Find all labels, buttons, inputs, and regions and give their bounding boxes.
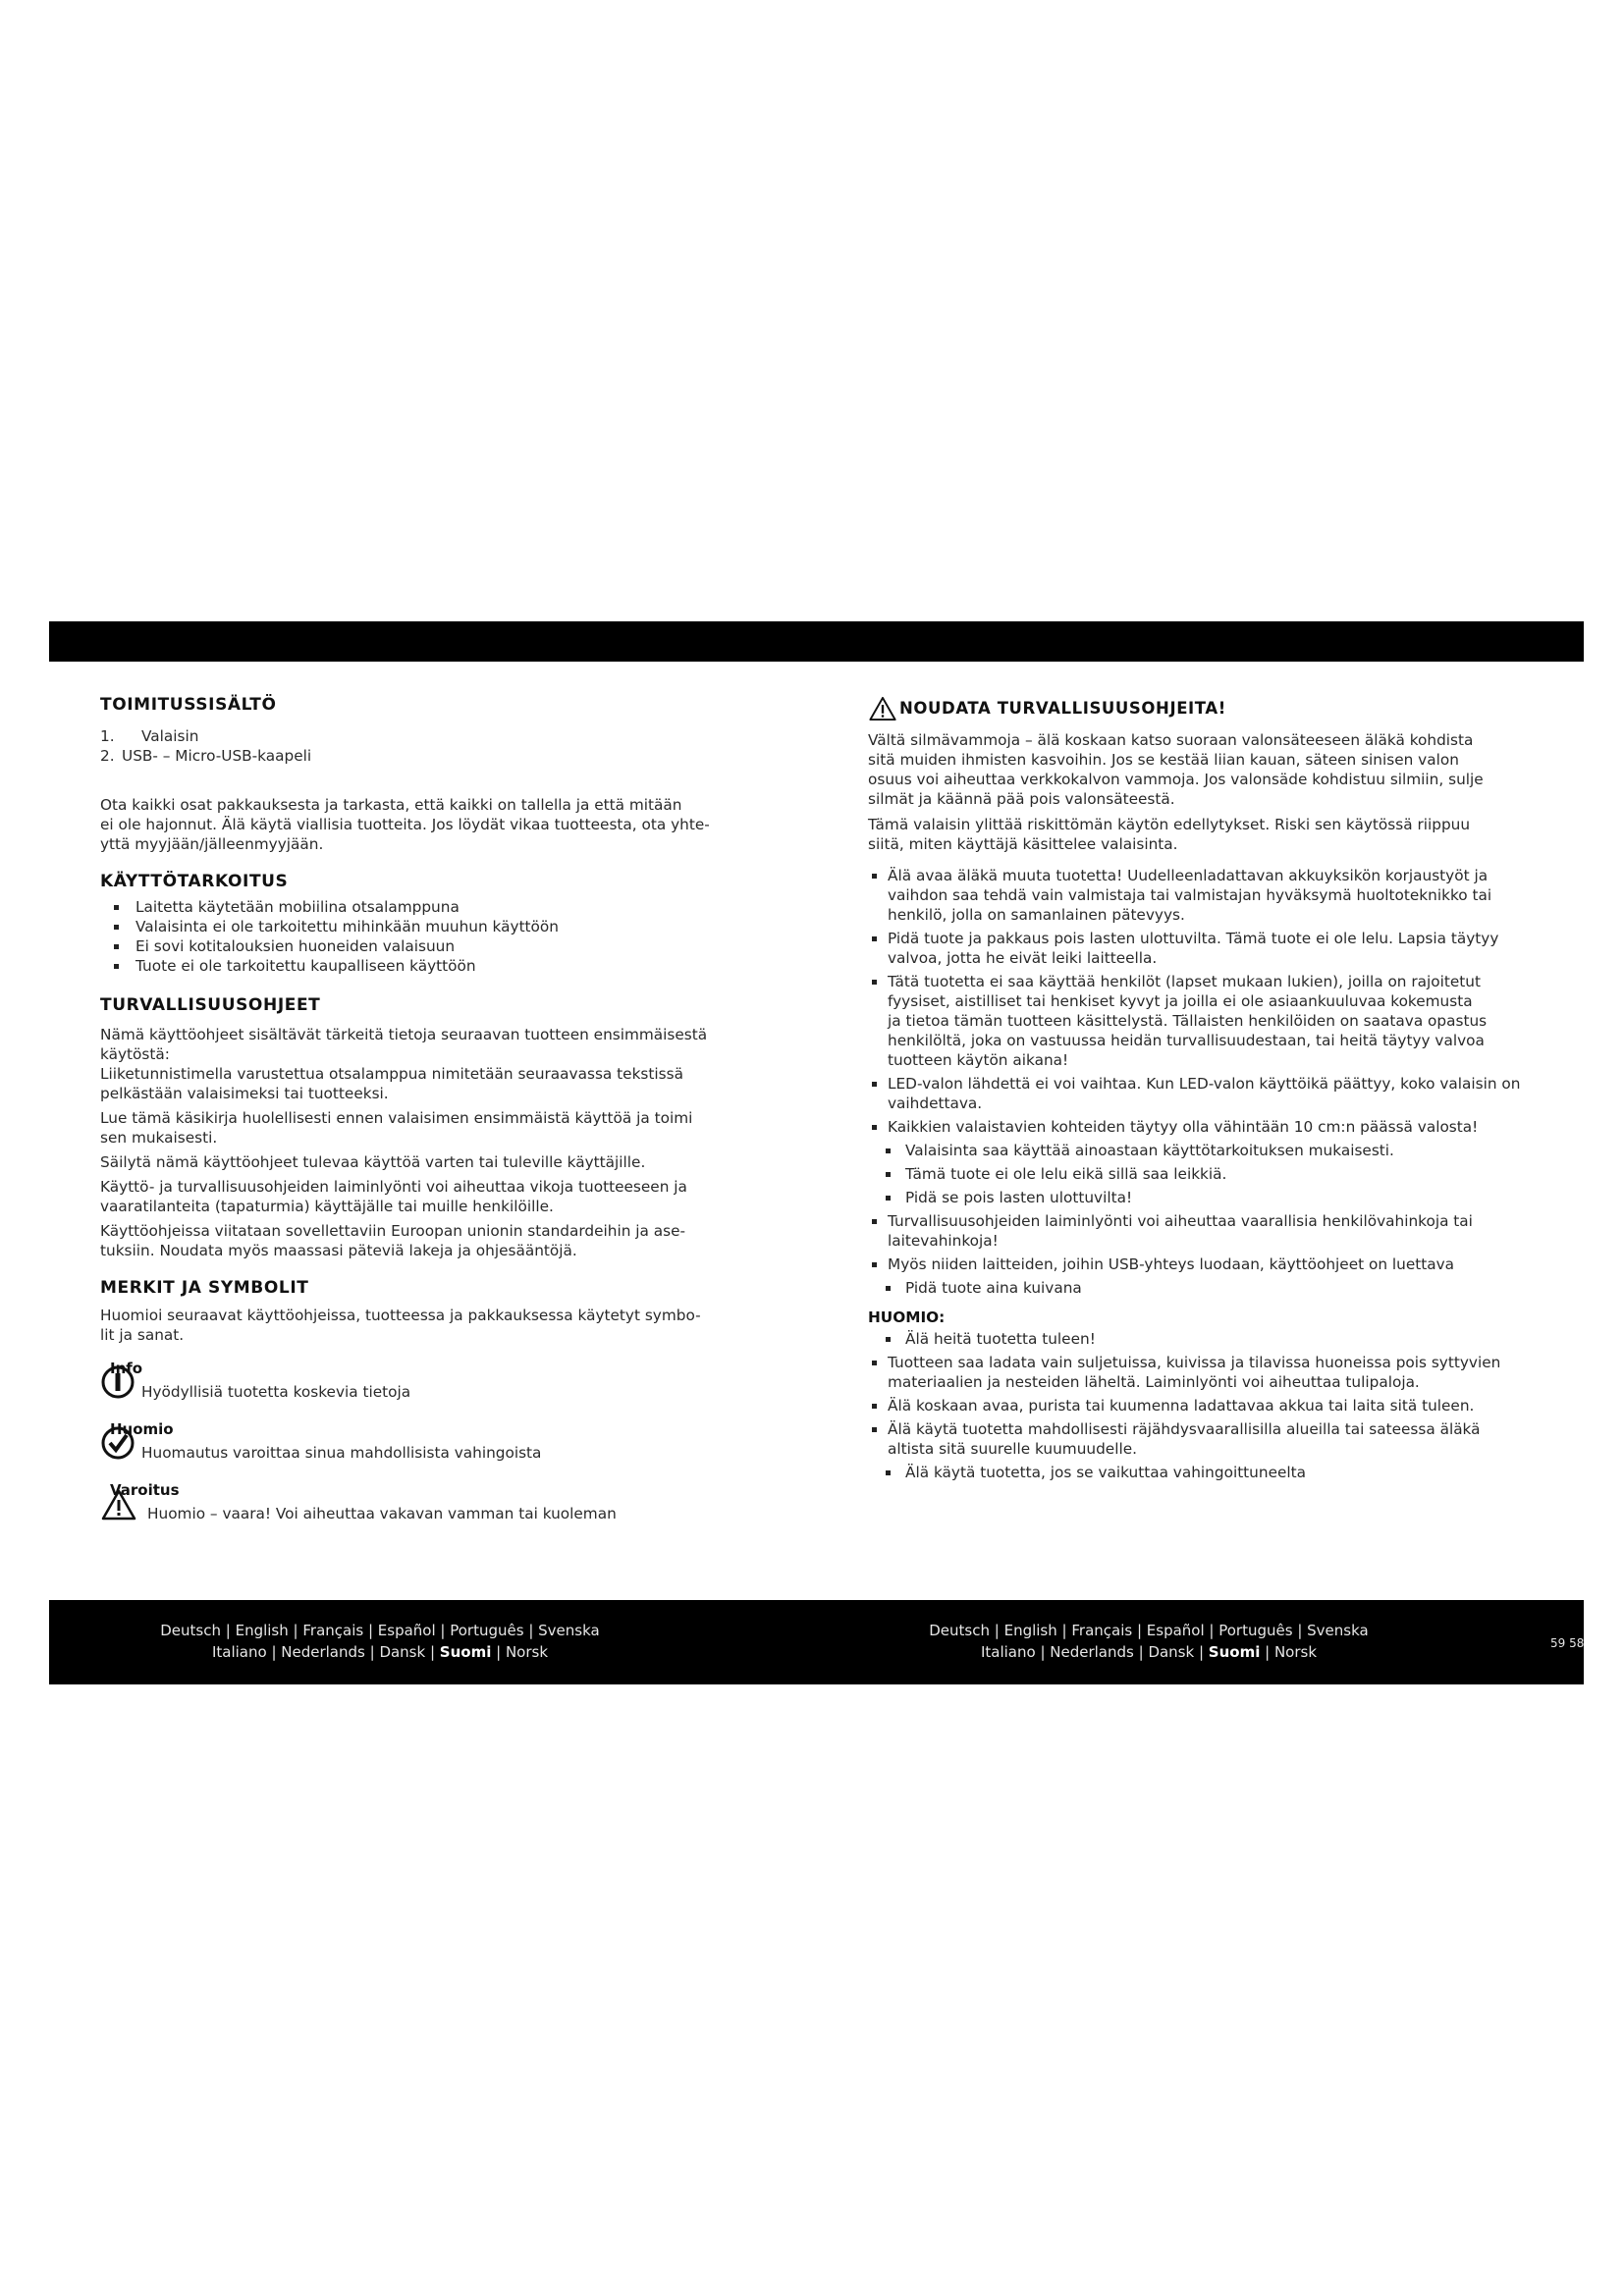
page-numbers: 59 58 bbox=[1550, 1636, 1585, 1650]
left-column bbox=[100, 695, 778, 1535]
text-line: henkilö, jolla on samanlainen pätevyys. bbox=[888, 906, 1185, 924]
bullet-item bbox=[868, 929, 1545, 968]
risk-paragraph bbox=[868, 815, 1545, 854]
language-nav-left: Deutsch | English | Français | Español | Português | Svenska Italiano | Nederlands | Dansk | Suomi | Norsk bbox=[160, 1622, 600, 1661]
purpose-list bbox=[100, 897, 778, 976]
text-line: vaihdon saa tehdä vain valmistaja tai valmistajan hyväksymä huoltoteknikko tai bbox=[888, 886, 1492, 904]
safety-paragraph bbox=[100, 1025, 778, 1103]
contents-heading: TOIMITUSSISÄLTÖ bbox=[100, 695, 277, 715]
bullet-item bbox=[868, 1255, 1545, 1274]
symbol-info bbox=[100, 1359, 778, 1414]
language-link[interactable]: Svenska bbox=[538, 1622, 600, 1639]
bullet-item bbox=[868, 1396, 1545, 1415]
text-line: ei ole hajonnut. Älä käytä viallisia tuotteita. Jos löydät vikaa tuotteesta, ota yhte- bbox=[100, 816, 710, 833]
bullet-item bbox=[868, 1141, 1545, 1160]
text-line: pelkästään valaisimeksi tai tuotteeksi. bbox=[100, 1085, 389, 1102]
right-column bbox=[868, 695, 1545, 1482]
bullet-item bbox=[868, 1329, 1545, 1349]
text-line: Huomioi seuraavat käyttöohjeissa, tuotteessa ja pakkauksessa käytetyt symbo- bbox=[100, 1307, 701, 1324]
text-line: valvoa, jotta he eivät leiki laitteella. bbox=[888, 949, 1158, 967]
language-link[interactable]: Suomi bbox=[439, 1643, 492, 1661]
text-line: silmät ja käännä pää pois valonsäteestä. bbox=[868, 790, 1175, 808]
contents-paragraph bbox=[100, 795, 778, 854]
safety-paragraph bbox=[100, 1221, 778, 1260]
symbol-note-label: Huomio bbox=[110, 1420, 174, 1438]
language-link[interactable]: Dansk bbox=[379, 1643, 426, 1661]
text-line: fyysiset, aistilliset tai henkiset kyvyt ja joilla ei ole asiaankuuluvaa kokemusta bbox=[888, 992, 1473, 1010]
text-line: materiaalien ja nesteiden läheltä. Laiminlyönti voi aiheuttaa tulipaloja. bbox=[888, 1373, 1420, 1391]
symbol-info-label: Info bbox=[110, 1360, 143, 1377]
text-line: sen mukaisesti. bbox=[100, 1129, 218, 1147]
contents-list bbox=[100, 726, 778, 766]
bullet-item bbox=[868, 1211, 1545, 1251]
text-line: yttä myyjään/jälleenmyyjään. bbox=[100, 835, 324, 853]
text-line: vaihdettava. bbox=[888, 1095, 983, 1112]
language-link[interactable]: Português bbox=[450, 1622, 524, 1639]
language-link[interactable]: Norsk bbox=[1273, 1643, 1318, 1661]
text-line: Pidä tuote aina kuivana bbox=[905, 1279, 1082, 1297]
text-line: Älä käytä tuotetta mahdollisesti räjähdysvaarallisilla alueilla tai sateessa äläkä bbox=[888, 1420, 1481, 1438]
text-line: siitä, miten käyttäjä käsittelee valaisinta. bbox=[868, 835, 1178, 853]
text-line: Tätä tuotetta ei saa käyttää henkilöt (lapset mukaan lukien), joilla on rajoitetut bbox=[888, 973, 1481, 990]
contents-item-number: 1. bbox=[100, 727, 115, 745]
language-link[interactable]: English bbox=[1003, 1622, 1057, 1639]
text-line: henkilöltä, joka on vastuussa heidän turvallisuudestaan, tai heitä täytyy valvoa bbox=[888, 1032, 1485, 1049]
bullet-item bbox=[868, 1353, 1545, 1392]
language-link[interactable]: Norsk bbox=[505, 1643, 549, 1661]
safety-paragraph bbox=[100, 1152, 778, 1172]
text-line: Ota kaikki osat pakkauksesta ja tarkasta, että kaikki on tallella ja että mitään bbox=[100, 796, 682, 814]
list-item: Tuote ei ole tarkoitettu kaupalliseen käyttöön bbox=[100, 956, 778, 976]
text-line: Älä käytä tuotetta, jos se vaikuttaa vahingoittuneelta bbox=[905, 1464, 1307, 1481]
safety-warning-heading: NOUDATA TURVALLISUUSOHJEITA! bbox=[899, 699, 1226, 718]
symbols-intro bbox=[100, 1306, 778, 1345]
text-line: LED-valon lähdettä ei voi vaihtaa. Kun LED-valon käyttöikä päättyy, koko valaisin on bbox=[888, 1075, 1521, 1093]
text-line: sitä muiden ihmisten kasvoihin. Jos se kestää liian kauan, säteen sinisen valon bbox=[868, 751, 1459, 769]
text-line: Nämä käyttöohjeet sisältävät tärkeitä tietoja seuraavan tuotteen ensimmäisestä käytöstä: bbox=[100, 1026, 708, 1063]
contents-item bbox=[100, 726, 778, 746]
bullet-item bbox=[868, 1117, 1545, 1137]
symbol-warning bbox=[100, 1480, 778, 1535]
text-line: laitevahinkoja! bbox=[888, 1232, 999, 1250]
bullet-item bbox=[868, 1419, 1545, 1459]
language-link[interactable]: English bbox=[235, 1622, 289, 1639]
list-item: Valaisinta ei ole tarkoitettu mihinkään muuhun käyttöön bbox=[100, 917, 778, 936]
language-link[interactable]: Italiano bbox=[980, 1643, 1036, 1661]
text-line: lit ja sanat. bbox=[100, 1326, 185, 1344]
bullet-item bbox=[868, 972, 1545, 1070]
language-link[interactable]: Español bbox=[377, 1622, 436, 1639]
symbols-heading: MERKIT JA SYMBOLIT bbox=[100, 1278, 309, 1298]
bullet-item bbox=[868, 866, 1545, 925]
safety-bullets bbox=[868, 866, 1545, 1298]
text-line: Valaisinta saa käyttää ainoastaan käyttötarkoituksen mukaisesti. bbox=[905, 1142, 1394, 1159]
warning-triangle-icon bbox=[868, 695, 897, 722]
language-link[interactable]: Suomi bbox=[1208, 1643, 1261, 1661]
language-link[interactable]: Dansk bbox=[1148, 1643, 1195, 1661]
language-link[interactable]: Deutsch bbox=[929, 1622, 990, 1639]
text-line: Älä avaa äläkä muuta tuotetta! Uudelleenladattavan akkuyksikön korjaustyöt ja bbox=[888, 867, 1489, 884]
bullet-item bbox=[868, 1463, 1545, 1482]
language-link[interactable]: Español bbox=[1146, 1622, 1205, 1639]
purpose-heading: KÄYTTÖTARKOITUS bbox=[100, 872, 289, 891]
contents-item-text: USB- – Micro-USB-kaapeli bbox=[122, 747, 312, 765]
list-item: Laitetta käytetään mobiilina otsalamppuna bbox=[100, 897, 778, 917]
safety-warning-header bbox=[868, 695, 1545, 722]
text-line: tuksiin. Noudata myös maassasi päteviä lakeja ja ohjesääntöjä. bbox=[100, 1242, 577, 1259]
text-line: Säilytä nämä käyttöohjeet tulevaa käyttöä varten tai tuleville käyttäjille. bbox=[100, 1153, 646, 1171]
text-line: Turvallisuusohjeiden laiminlyönti voi aiheuttaa vaarallisia henkilövahinkoja tai bbox=[888, 1212, 1473, 1230]
text-line: Pidä se pois lasten ulottuvilta! bbox=[905, 1189, 1133, 1206]
list-item: Ei sovi kotitalouksien huoneiden valaisuun bbox=[100, 936, 778, 956]
bullet-item bbox=[868, 1188, 1545, 1207]
text-line: Käyttöohjeissa viitataan sovellettaviin Euroopan unionin standardeihin ja ase- bbox=[100, 1222, 686, 1240]
text-line: Liiketunnistimella varustettua otsalamppua nimitetään seuraavassa tekstissä bbox=[100, 1065, 683, 1083]
language-link[interactable]: Svenska bbox=[1307, 1622, 1369, 1639]
text-line: ja tietoa tämän tuotteen käsittelystä. Tällaisten henkilöiden on saatava opastus bbox=[888, 1012, 1488, 1030]
text-line: Tämä valaisin ylittää riskittömän käytön edellytykset. Riski sen käytössä riippuu bbox=[868, 816, 1471, 833]
symbol-note bbox=[100, 1419, 778, 1474]
symbol-warning-label: Varoitus bbox=[110, 1481, 180, 1499]
language-link[interactable]: Deutsch bbox=[160, 1622, 221, 1639]
text-line: Käyttö- ja turvallisuusohjeiden laiminlyönti voi aiheuttaa vikoja tuotteeseen ja bbox=[100, 1178, 687, 1196]
bullet-item bbox=[868, 1278, 1545, 1298]
note-bullets bbox=[868, 1329, 1545, 1482]
symbol-warning-text: Huomio – vaara! Voi aiheuttaa vakavan vamman tai kuoleman bbox=[147, 1505, 617, 1522]
text-line: Älä heitä tuotetta tuleen! bbox=[905, 1330, 1096, 1348]
text-line: osuus voi aiheuttaa verkkokalvon vammoja. Jos valonsäde kohdistuu silmiin, sulje bbox=[868, 771, 1484, 788]
text-line: Kaikkien valaistavien kohteiden täytyy olla vähintään 10 cm:n päässä valosta! bbox=[888, 1118, 1479, 1136]
bullet-item bbox=[868, 1074, 1545, 1113]
text-line: Lue tämä käsikirja huolellisesti ennen valaisimen ensimmäistä käyttöä ja toimi bbox=[100, 1109, 693, 1127]
language-link[interactable]: Français bbox=[302, 1622, 364, 1639]
bullet-item bbox=[868, 1164, 1545, 1184]
text-line: Pidä tuote ja pakkaus pois lasten ulottuvilta. Tämä tuote ei ole lelu. Lapsia täytyy bbox=[888, 930, 1499, 947]
header-bar bbox=[49, 621, 1584, 662]
safety-paragraph bbox=[100, 1177, 778, 1216]
symbol-note-text: Huomautus varoittaa sinua mahdollisista vahingoista bbox=[141, 1444, 542, 1462]
text-line: Vältä silmävammoja – älä koskaan katso suoraan valonsäteeseen äläkä kohdista bbox=[868, 731, 1474, 749]
text-line: Tämä tuote ei ole lelu eikä sillä saa leikkiä. bbox=[905, 1165, 1227, 1183]
contents-item-number: 2. bbox=[100, 747, 115, 765]
language-link[interactable]: Français bbox=[1071, 1622, 1133, 1639]
language-link[interactable]: Português bbox=[1218, 1622, 1293, 1639]
language-link[interactable]: Nederlands bbox=[1050, 1643, 1134, 1661]
text-line: Tuotteen saa ladata vain suljetuissa, kuivissa ja tilavissa huoneissa pois syttyvien bbox=[888, 1354, 1501, 1371]
note-heading: HUOMIO: bbox=[868, 1308, 946, 1326]
text-line: Älä koskaan avaa, purista tai kuumenna ladattavaa akkua tai laita sitä tuleen. bbox=[888, 1397, 1475, 1415]
text-line: tuotteen käytön aikana! bbox=[888, 1051, 1069, 1069]
eye-warning-paragraph bbox=[868, 730, 1545, 809]
text-line: vaaratilanteita (tapaturmia) käyttäjälle tai muille henkilöille. bbox=[100, 1198, 554, 1215]
language-nav-right: Deutsch | English | Français | Español | Português | Svenska Italiano | Nederlands | Dansk | Suomi | Norsk bbox=[929, 1622, 1369, 1661]
symbol-info-text: Hyödyllisiä tuotetta koskevia tietoja bbox=[141, 1383, 411, 1401]
contents-item-text: Valaisin bbox=[141, 727, 199, 745]
text-line: altista sitä suurelle kuumuudelle. bbox=[888, 1440, 1137, 1458]
contents-item bbox=[100, 746, 778, 766]
language-link[interactable]: Nederlands bbox=[281, 1643, 365, 1661]
footer-bar bbox=[49, 1600, 1584, 1684]
safety-paragraph bbox=[100, 1108, 778, 1148]
safety-text bbox=[100, 1025, 778, 1260]
text-line: Myös niiden laitteiden, joihin USB-yhteys luodaan, käyttöohjeet on luettava bbox=[888, 1255, 1455, 1273]
language-link[interactable]: Italiano bbox=[211, 1643, 267, 1661]
safety-heading: TURVALLISUUSOHJEET bbox=[100, 995, 321, 1015]
